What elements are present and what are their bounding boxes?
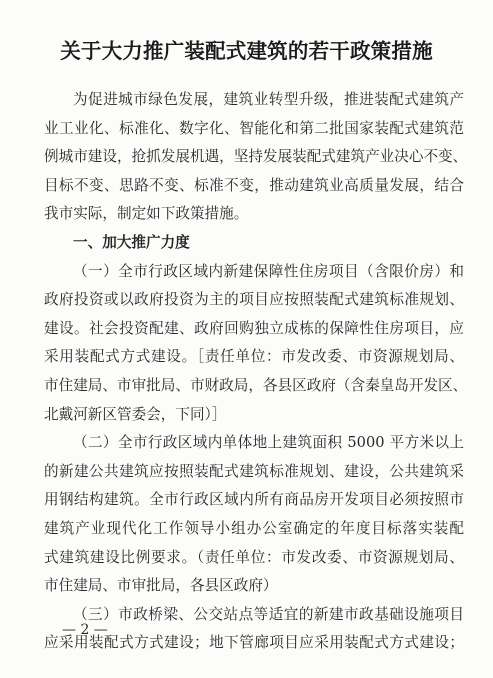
paragraph-line-item1-2: 政府投资或以政府投资为主的项目应按照装配式建筑标准规划、 [44, 291, 464, 309]
paragraph-line-item1-3: 建设。社会投资配建、政府回购独立成栋的保障性住房项目，应 [44, 319, 464, 337]
paragraph-line-item3-1: （三）市政桥梁、公交站点等适宜的新建市政基础设施项目 [73, 605, 464, 623]
paragraph-line-item1-5: 市住建局、市审批局、市财政局，各县区政府（含秦皇岛开发区、 [44, 376, 468, 394]
paragraph-line-item1-1: （一）全市行政区域内新建保障性住房项目（含限价房）和 [73, 262, 464, 280]
paragraph-line-intro-2: 业工业化、标准化、数字化、智能化和第二批国家装配式建筑范 [44, 119, 464, 137]
paragraph-line-item2-5: 式建筑建设比例要求。（责任单位：市发改委、市资源规划局、 [44, 548, 464, 566]
document-body [44, 86, 468, 658]
paragraph-line-item2-1: （二）全市行政区域内单体地上建筑面积 5000 平方米以上 [73, 434, 464, 452]
paragraph-line-item2-6: 市住建局、市审批局，各县区政府） [44, 577, 278, 595]
paragraph-line-item1-4: 采用装配式方式建设。［责任单位：市发改委、市资源规划局、 [44, 348, 464, 366]
paragraph-line-intro-4: 目标不变、思路不变、标准不变，推动建筑业高质量发展，结合 [44, 176, 464, 194]
page-number: — 2 — [62, 622, 108, 638]
paragraph-line-item2-4: 建筑产业现代化工作领导小组办公室确定的年度目标落实装配 [44, 519, 464, 537]
paragraph-line-intro-1: 为促进城市绿色发展，建筑业转型升级，推进装配式建筑产 [73, 91, 464, 108]
paragraph-line-item2-3: 用钢结构建筑。全市行政区域内所有商品房开发项目必须按照市 [44, 491, 464, 509]
paragraph-line-intro-5: 我市实际，制定如下政策措施。 [44, 205, 249, 223]
paragraph-line-item1-6: 北戴河新区管委会，下同）］ [44, 405, 227, 423]
document-title: 关于大力推广装配式建筑的若干政策措施 [60, 39, 433, 63]
section-heading-1: 一、加大推广力度 [73, 233, 190, 251]
paragraph-line-intro-3: 例城市建设，抢抓发展机遇，坚持发展装配式建筑产业决心不变、 [44, 148, 468, 166]
paragraph-line-item3-2: 应采用装配式方式建设；地下管廊项目应采用装配式方式建设； [44, 634, 464, 652]
paragraph-line-item2-2: 的新建公共建筑应按照装配式建筑标准规划、建设，公共建筑采 [44, 462, 464, 480]
